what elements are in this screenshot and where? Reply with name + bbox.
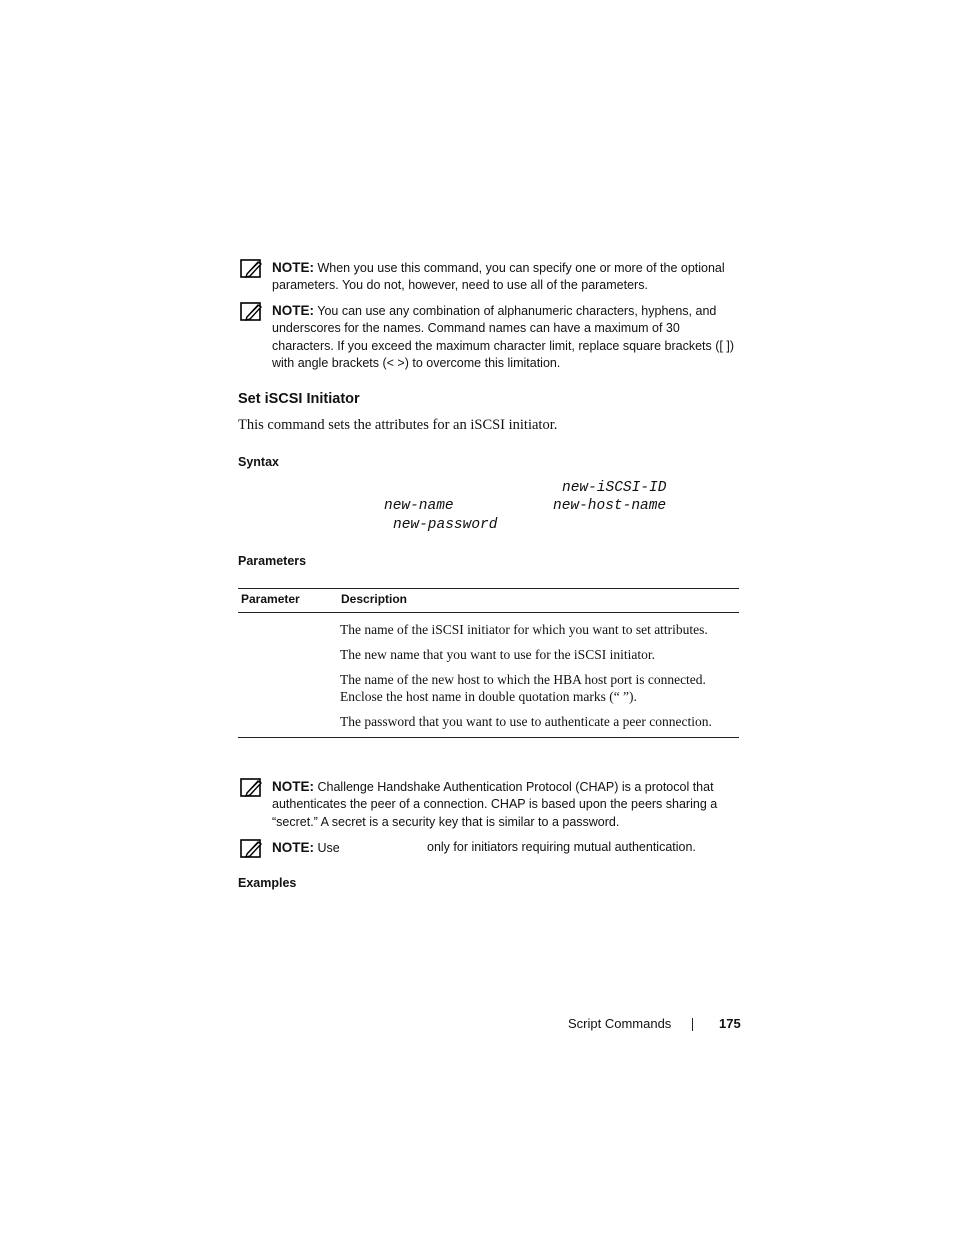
param-name (238, 613, 338, 646)
note-label: NOTE: (272, 303, 314, 318)
syntax-name: new-name (384, 498, 454, 514)
header-parameter: Parameter (238, 589, 338, 613)
table-row (238, 613, 739, 646)
note-pencil-icon (240, 259, 264, 279)
note-text: only for initiators requiring mutual authentication. (427, 840, 696, 854)
note-text: You can use any combination of alphanumeric characters, hyphens, and underscores for the names. Command names can have a maximum of 30 characters. If you exceed the maximum character limit, replace square brackets ([ ]) with angle brackets (< >) to overcome this limitation. (272, 304, 734, 370)
header-description: Description (338, 589, 739, 613)
table-header-row (238, 589, 739, 613)
param-name (238, 712, 338, 738)
note-pencil-icon (240, 839, 264, 859)
syntax-password: new-password (393, 517, 498, 533)
note-label: NOTE: (272, 840, 314, 855)
note-pencil-icon (240, 302, 264, 322)
table-row (238, 712, 739, 738)
note-label: NOTE: (272, 260, 314, 275)
footer-section: Script Commands (568, 1016, 672, 1031)
note-pencil-icon (240, 778, 264, 798)
param-description: The name of the new host to which the HBA host port is connected. Enclose the host name in double quotation marks (“ ”). (340, 672, 706, 704)
syntax-id: new-iSCSI-ID (562, 480, 667, 496)
page-number: 175 (719, 1016, 741, 1031)
section-intro: This command sets the attributes for an iSCSI initiator. (238, 417, 558, 433)
param-description: The name of the iSCSI initiator for which you want to set attributes. (340, 622, 708, 637)
note-text: Challenge Handshake Authentication Protocol (CHAP) is a protocol that authenticates the peer of a connection. CHAP is based upon the peers sharing a “secret.” A secret is a security key that is similar to a password. (272, 780, 718, 829)
syntax-label: Syntax (238, 455, 279, 469)
syntax-host: new-host-name (553, 498, 667, 514)
parameters-table (238, 588, 739, 738)
table-row (238, 670, 739, 712)
note-use: Use (317, 841, 340, 855)
parameters-label: Parameters (238, 554, 307, 568)
note-text: When you use this command, you can specify one or more of the optional parameters. You do not, however, need to use all of the parameters. (272, 261, 725, 293)
note-label: NOTE: (272, 779, 314, 794)
param-description: The new name that you want to use for the iSCSI initiator. (340, 647, 655, 662)
param-name (238, 670, 338, 712)
examples-label: Examples (238, 876, 297, 890)
section-title: Set iSCSI Initiator (238, 391, 360, 407)
footer-divider (692, 1018, 693, 1031)
table-row (238, 645, 739, 670)
param-description: The password that you want to use to authenticate a peer connection. (340, 714, 712, 729)
param-name (238, 645, 338, 670)
